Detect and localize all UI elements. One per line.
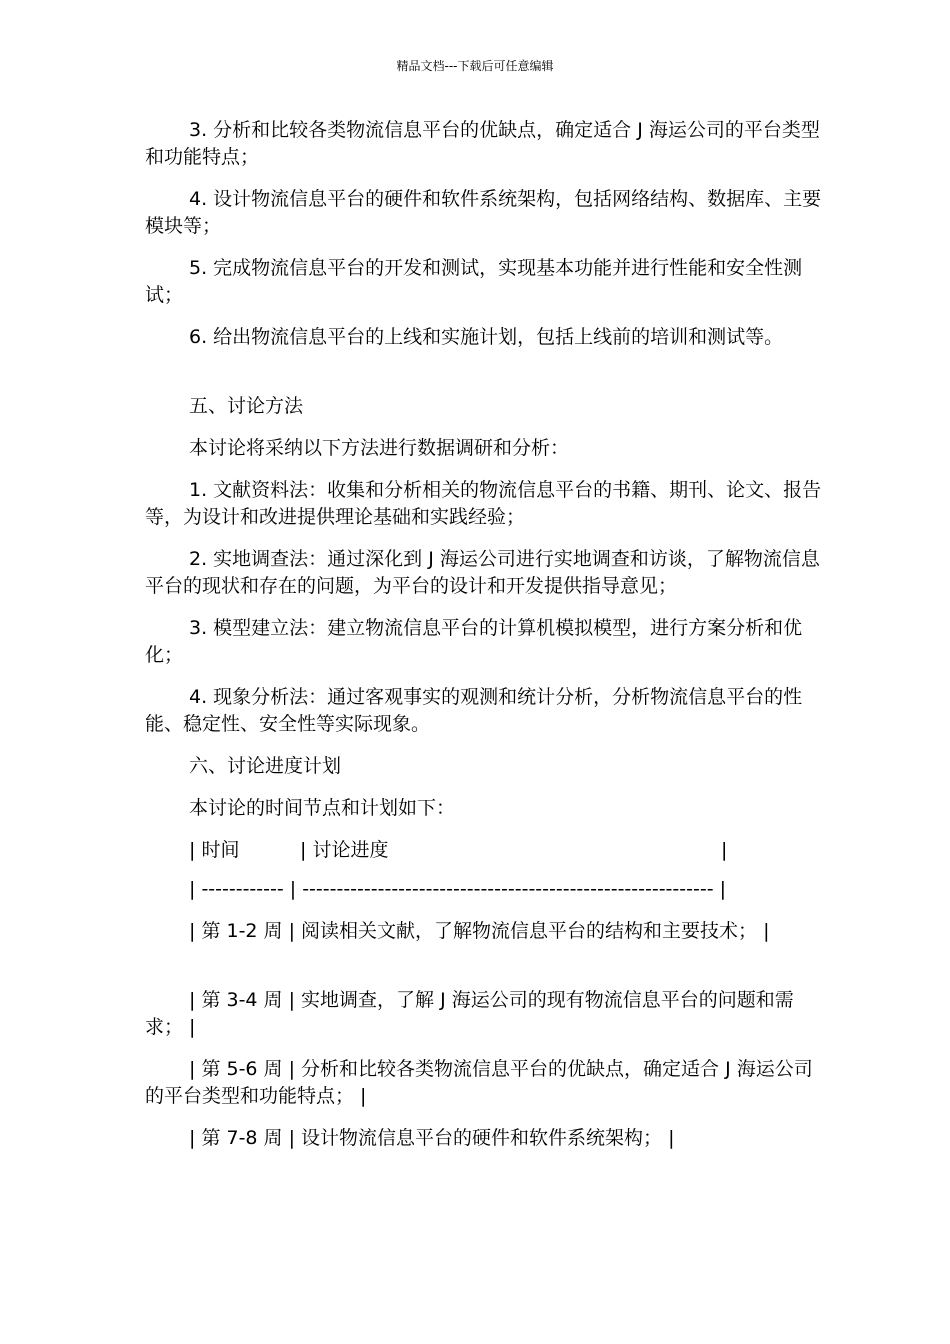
section-heading: 六、讨论进度计划 — [189, 755, 342, 777]
table-row: | 第 1-2 周 | 阅读相关文献，了解物流信息平台的结构和主要技术； | — [189, 920, 770, 942]
table-separator: | ------------ | ------------------------------------------------------------ | — [189, 878, 726, 900]
method-item: 3. 模型建立法：建立物流信息平台的计算机模拟模型，进行方案分析和优化； — [145, 617, 803, 666]
table-header-progress: | 讨论进度 — [300, 839, 389, 861]
table-row: | 第 3-4 周 | 实地调查，了解 J 海运公司的现有物流信息平台的问题和需求； | — [145, 989, 794, 1038]
section-heading: 五、讨论方法 — [189, 395, 304, 417]
table-header-time: | 时间 — [189, 839, 240, 861]
table-row: | 第 5-6 周 | 分析和比较各类物流信息平台的优缺点，确定适合 J 海运公司的平台类型和功能特点； | — [145, 1058, 813, 1107]
method-item: 4. 现象分析法：通过客观事实的观测和统计分析，分析物流信息平台的性能、稳定性、安全性等实际现象。 — [145, 686, 803, 735]
table-header — [145, 837, 825, 864]
table-row: | 第 7-8 周 | 设计物流信息平台的硬件和软件系统架构； | — [189, 1127, 675, 1149]
method-item: 2. 实地调查法：通过深化到 J 海运公司进行实地调查和访谈，了解物流信息平台的现状和存在的问题，为平台的设计和开发提供指导意见； — [145, 548, 820, 597]
page-header: 精品文档---下载后可任意编辑 — [396, 59, 554, 73]
list-item: 3. 分析和比较各类物流信息平台的优缺点，确定适合 J 海运公司的平台类型和功能特点； — [145, 119, 820, 168]
section-intro: 本讨论将采纳以下方法进行数据调研和分析： — [189, 437, 570, 459]
list-item: 6. 给出物流信息平台的上线和实施计划，包括上线前的培训和测试等。 — [189, 326, 784, 348]
section-intro: 本讨论的时间节点和计划如下： — [189, 797, 456, 819]
list-item: 5. 完成物流信息平台的开发和测试，实现基本功能并进行性能和安全性测试； — [145, 257, 803, 306]
table-header-end: | — [721, 839, 728, 861]
list-item: 4. 设计物流信息平台的硬件和软件系统架构，包括网络结构、数据库、主要模块等； — [145, 188, 822, 237]
method-item: 1. 文献资料法：收集和分析相关的物流信息平台的书籍、期刊、论文、报告等，为设计和改进提供理论基础和实践经验； — [145, 479, 822, 528]
